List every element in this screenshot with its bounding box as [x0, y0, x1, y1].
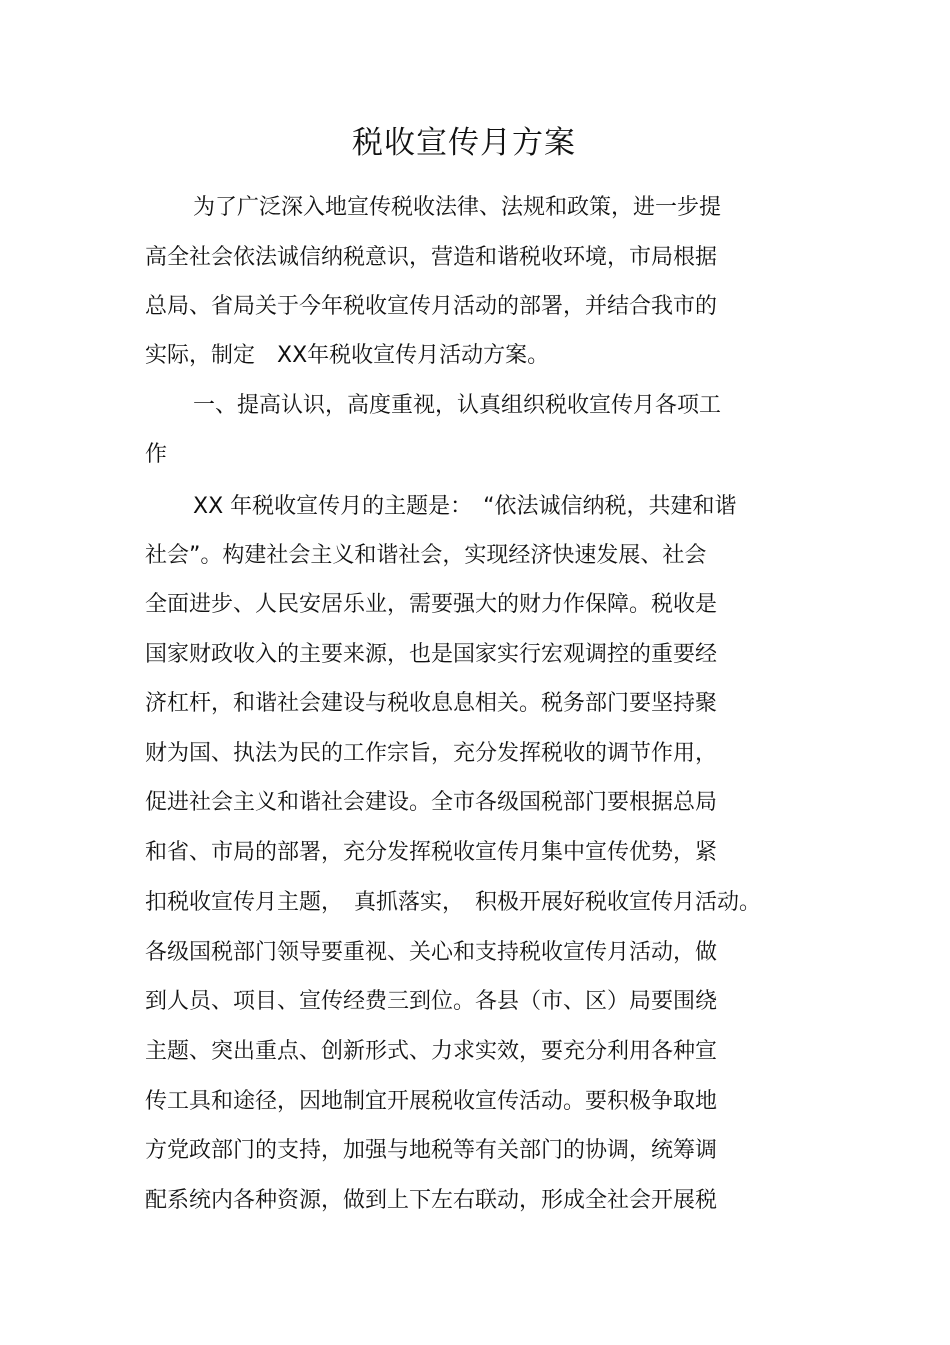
paragraph-line: 总局、省局关于今年税收宣传月活动的部署，并结合我市的 [145, 294, 718, 319]
paragraph-line: 全面进步、人民安居乐业，需要强大的财力作保障。税收是 [145, 592, 718, 617]
paragraph-line: 国家财政收入的主要来源，也是国家实行宏观调控的重要经 [145, 642, 718, 667]
paragraph-line: 传工具和途径，因地制宜开展税收宣传活动。要积极争取地 [145, 1089, 718, 1114]
paragraph-line: 高全社会依法诚信纳税意识，营造和谐税收环境，市局根据 [145, 245, 718, 270]
paragraph-line: 主题、突出重点、创新形式、力求实效，要充分利用各种宣 [145, 1039, 718, 1064]
paragraph-line: 促进社会主义和谐社会建设。全市各级国税部门要根据总局 [145, 790, 718, 815]
paragraph-line: 社会”。构建社会主义和谐社会，实现经济快速发展、社会 [145, 543, 707, 568]
paragraph-line: 各级国税部门领导要重视、关心和支持税收宣传月活动，做 [145, 940, 718, 965]
paragraph-line: 为了广泛深入地宣传税收法律、法规和政策，进一步提 [193, 195, 722, 220]
paragraph-line: 和省、市局的部署，充分发挥税收宣传月集中宣传优势，紧 [145, 840, 718, 865]
paragraph-line: 到人员、项目、宣传经费三到位。各县（市、区）局要围绕 [145, 989, 718, 1014]
section-heading-line: 作 [145, 442, 168, 467]
paragraph-line: 方党政部门的支持，加强与地税等有关部门的协调，统筹调 [145, 1138, 718, 1163]
paragraph-line: 扣税收宣传月主题， 真抓落实， 积极开展好税收宣传月活动。 [145, 890, 762, 915]
paragraph-line: XX 年税收宣传月的主题是： “依法诚信纳税，共建和谐 [193, 494, 737, 519]
paragraph-line: 配系统内各种资源，做到上下左右联动，形成全社会开展税 [145, 1188, 718, 1213]
paragraph-line: 实际，制定 XX年税收宣传月活动方案。 [145, 343, 550, 368]
paragraph-line: 财为国、执法为民的工作宗旨，充分发挥税收的调节作用， [145, 741, 718, 766]
paragraph-line: 济杠杆，和谐社会建设与税收息息相关。税务部门要坚持聚 [145, 691, 718, 716]
section-heading-line: 一、提高认识，高度重视，认真组织税收宣传月各项工 [193, 393, 722, 418]
document-title: 税收宣传月方案 [352, 125, 576, 161]
